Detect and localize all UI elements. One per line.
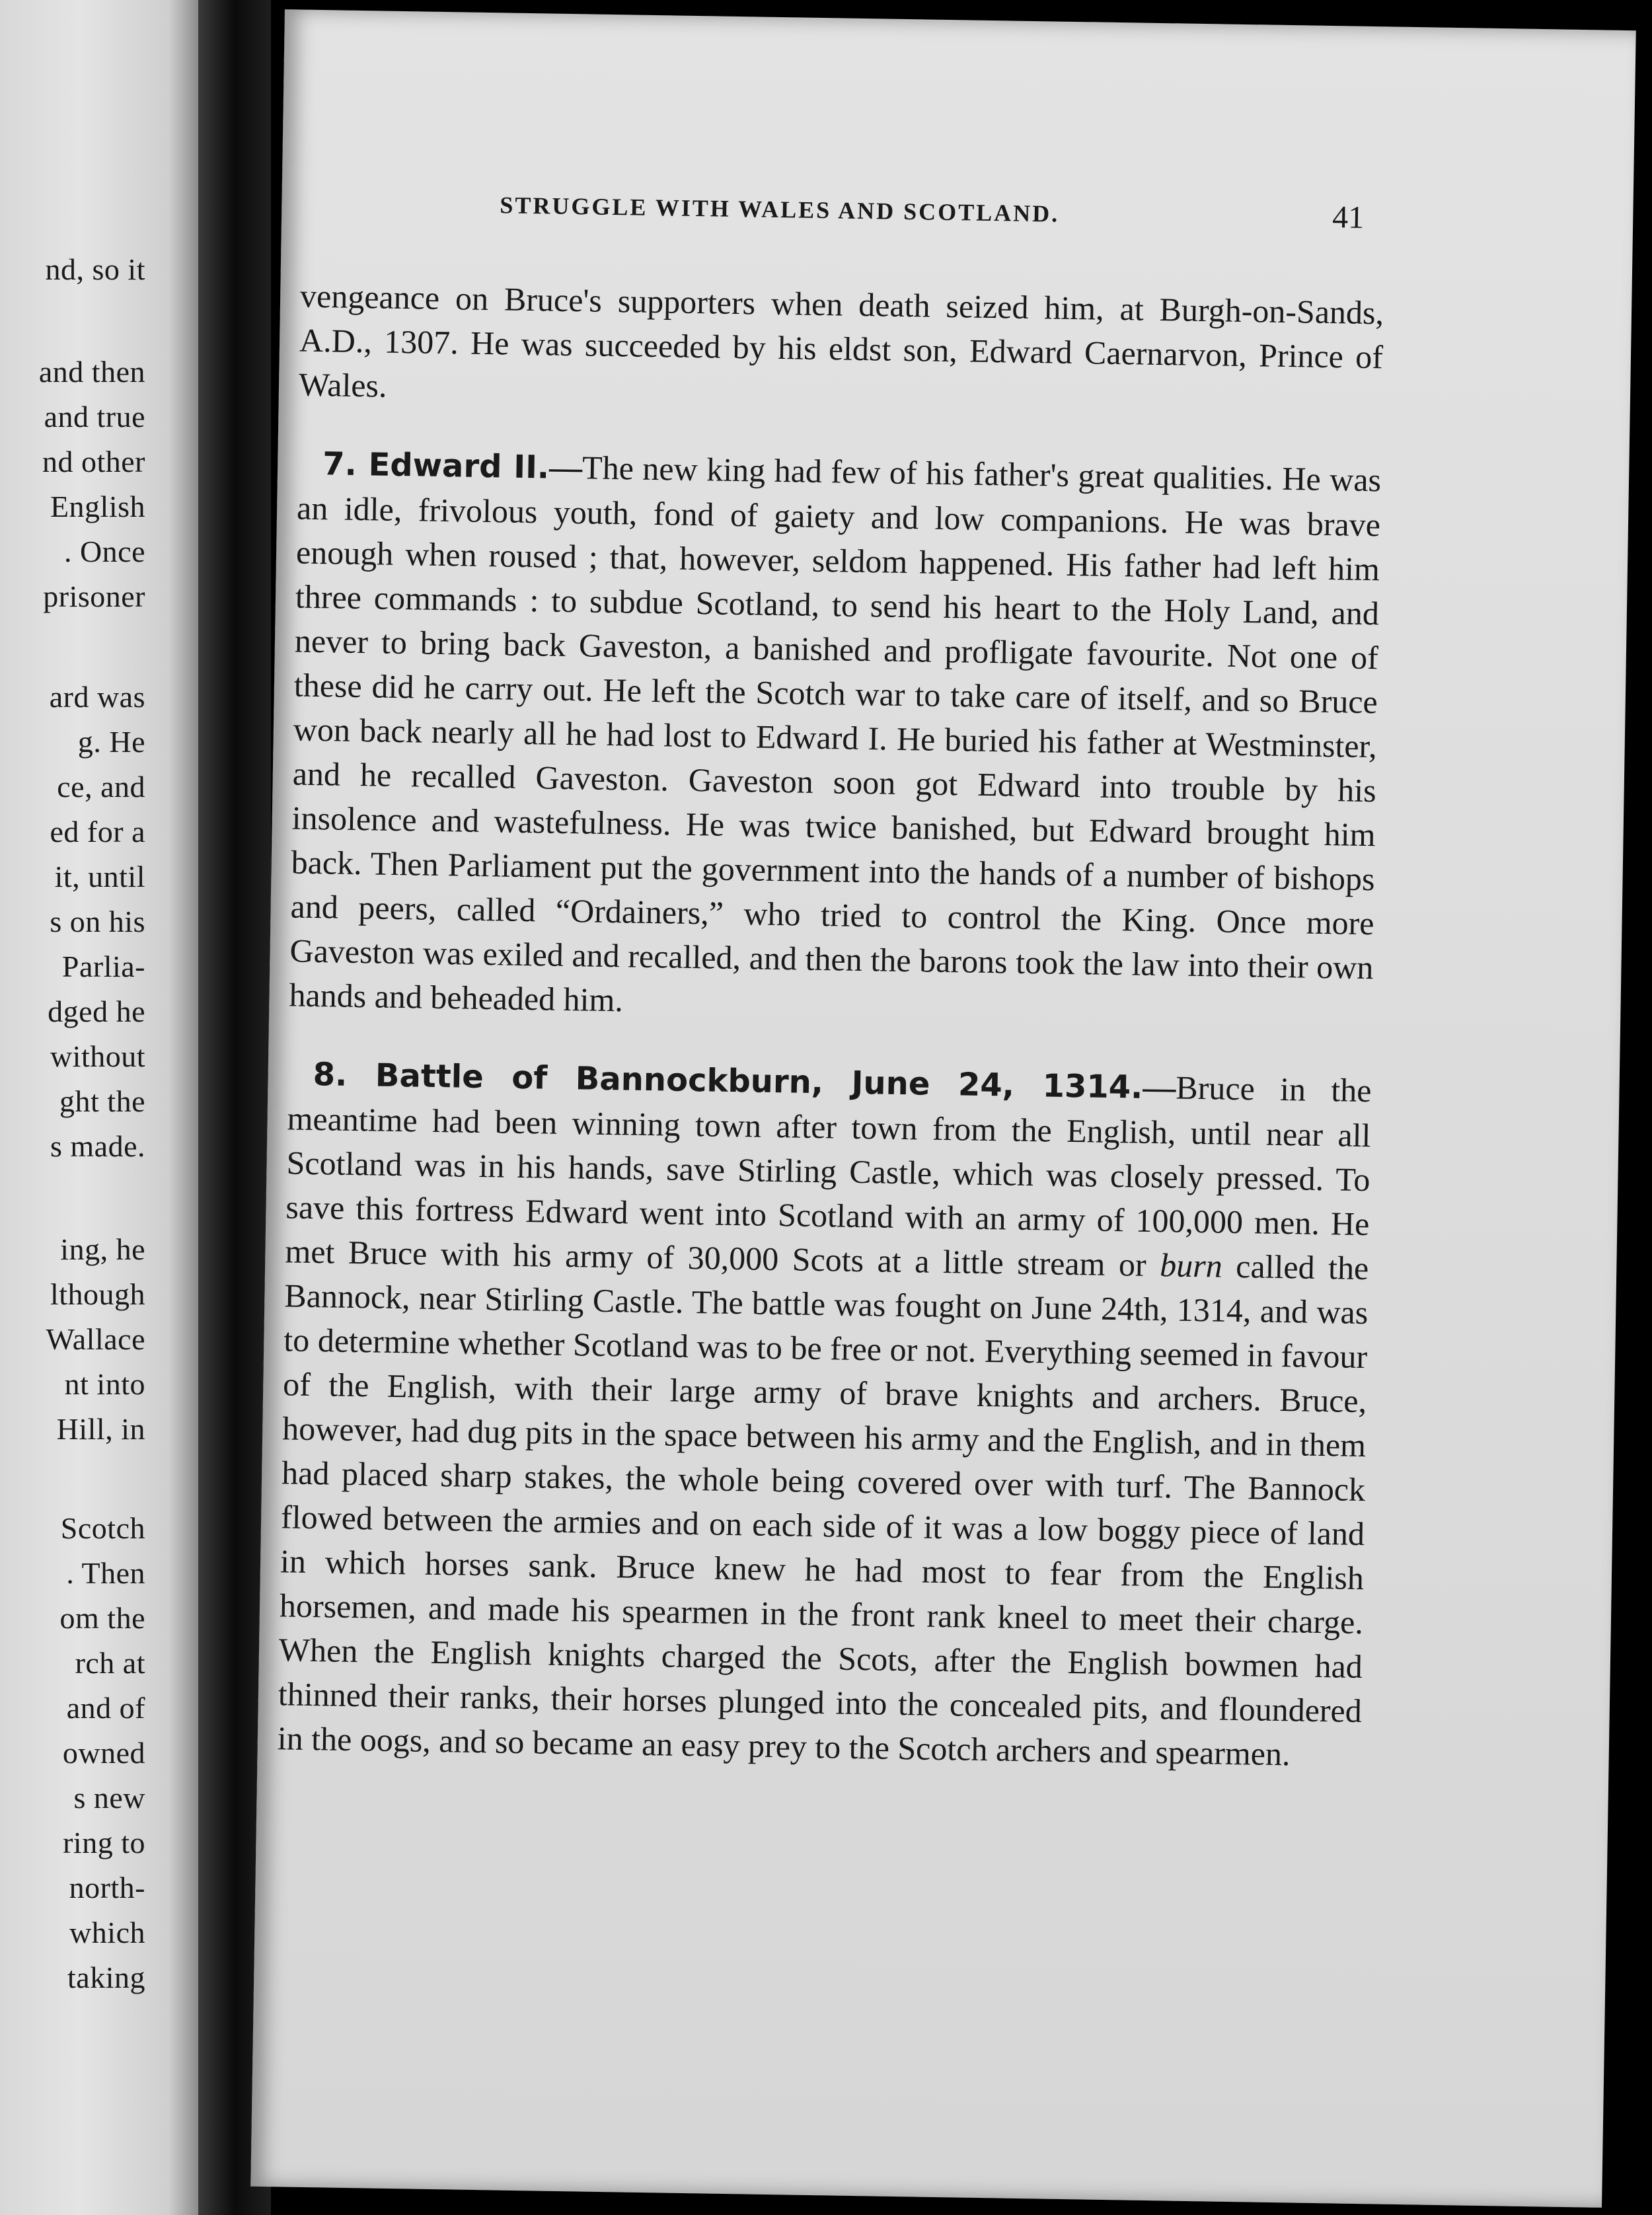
running-head: STRUGGLE WITH WALES AND SCOTLAND. — [500, 192, 1060, 227]
left-page-fragment: and of — [66, 1691, 145, 1725]
left-page-fragment: om the — [59, 1601, 145, 1635]
left-page-fragment: owned — [62, 1736, 145, 1770]
left-page-fragment: . Once — [63, 535, 145, 568]
page-text — [277, 274, 1384, 1812]
left-page-fragment: ce, and — [57, 770, 145, 804]
left-page-fragment: s on his — [50, 905, 145, 938]
left-page-fragment: s new — [73, 1781, 145, 1815]
left-page-fragment: English — [50, 490, 145, 523]
left-page-fragment: ght the — [59, 1084, 145, 1118]
left-page-fragment: ed for a — [50, 815, 145, 848]
left-page-fragment: nd other — [42, 445, 145, 478]
left-page-fragment: nt into — [64, 1367, 145, 1401]
left-page-fragment: ring to — [63, 1826, 145, 1859]
left-page-fragment: it, until — [54, 860, 145, 893]
left-page-fragment: taking — [67, 1961, 145, 1994]
section-heading: 7. Edward II. — [322, 445, 550, 486]
left-page-fragment: prisoner — [43, 580, 145, 613]
section-bannockburn — [277, 1051, 1372, 1778]
left-page-fragment: and then — [38, 355, 145, 389]
heading-dash: — — [548, 448, 583, 486]
section-text: The new king had few of his father's great qualities. He was an idle, frivolous youth, fond of gaiety and low companions. He was brave enough when roused ; that, however, seldom happened. His father had left him three commands : to subdue Scotland, to send his heart to the Holy Land, and never to bring back Gaveston, a banished and profligate favourite. Not one of these did he carry out. He left the Scotch war to take care of itself, and so Bruce won back nearly all he had lost to Edward I. He buried his father at Westminster, and he recalled Gaveston. Gaveston soon got Edward into trouble by his insolence and wastefulness. He was twice banished, but Edward brought him back. Then Parliament put the government into the hands of a number of bishops and peers, called “Ordainers,” who tried to control the King. Once more Gaveston was exiled and recalled, and then the barons took the law into their own hands and beheaded him. — [289, 449, 1382, 1019]
left-page-fragment: dged he — [48, 995, 145, 1028]
left-page-fragment: nd, so it — [45, 252, 145, 286]
left-page-fragment: rch at — [75, 1646, 145, 1680]
main-page — [250, 9, 1636, 2208]
section-edward-ii — [289, 441, 1381, 1035]
left-page-fragment: without — [50, 1039, 145, 1073]
italic-word: burn — [1159, 1246, 1223, 1285]
left-page-fragment: s made. — [50, 1129, 145, 1163]
left-page-fragment: north- — [69, 1871, 145, 1904]
left-page-fragment: Wallace — [46, 1322, 145, 1356]
left-facing-page — [0, 0, 198, 2215]
heading-dash: — — [1142, 1068, 1176, 1106]
section-text: Bruce in the meantime had been winning town after town from the English, until near all Scotland was in his hands, save Stirling Castle, which was closely pressed. To save this fortress Edward went into Scotland with an army of 100,000 men. He met Bruce with his army of 30,000 Scots at a little stream or — [285, 1069, 1372, 1284]
left-page-fragment: ing, he — [60, 1232, 145, 1266]
page-number: 41 — [1332, 200, 1365, 235]
left-page-fragment: which — [69, 1916, 145, 1949]
left-page-fragment: ard was — [49, 680, 145, 714]
paragraph-continuation: vengeance on Bruce's supporters when death seized him, at Burgh-on-Sands, A.D., 1307. He was succeeded by his eldst son, Edward Caernarvon, Prince of Wales. — [298, 277, 1384, 404]
section-heading: 8. Battle of Bannockburn, June 24, 1314. — [313, 1056, 1143, 1106]
left-page-fragment: Hill, in — [56, 1412, 145, 1446]
left-page-fragment: lthough — [50, 1277, 145, 1311]
left-page-fragment: Scotch — [60, 1511, 145, 1545]
left-page-fragment: g. He — [77, 725, 145, 759]
section-text: called the Bannock, near Stirling Castle. The battle was fought on June 24th, 1314, and was to determine whether Scotland was to be free or not. Everything seemed in favour of the English, with their large army of brave knights and archers. Bruce, however, had dug pits in the space between his army and the English, and in them had placed sharp stakes, the whole being covered over with turf. The Bannock flowed between the armies and on each side of it was a low boggy piece of land in which horses sank. Bruce knew he had most to fear from the English horsemen, and made his spearmen in the front rank kneel to meet their charge. When the English knights charged the Scots, after the English bowmen had thinned their ranks, their horses plunged into the concealed pits, and floundered in the oogs, and so became an easy prey to the Scotch archers and spearmen. — [277, 1247, 1369, 1773]
left-page-fragment: and true — [44, 400, 145, 433]
left-page-fragment: . Then — [66, 1556, 145, 1590]
left-page-fragment: Parlia- — [61, 950, 145, 983]
